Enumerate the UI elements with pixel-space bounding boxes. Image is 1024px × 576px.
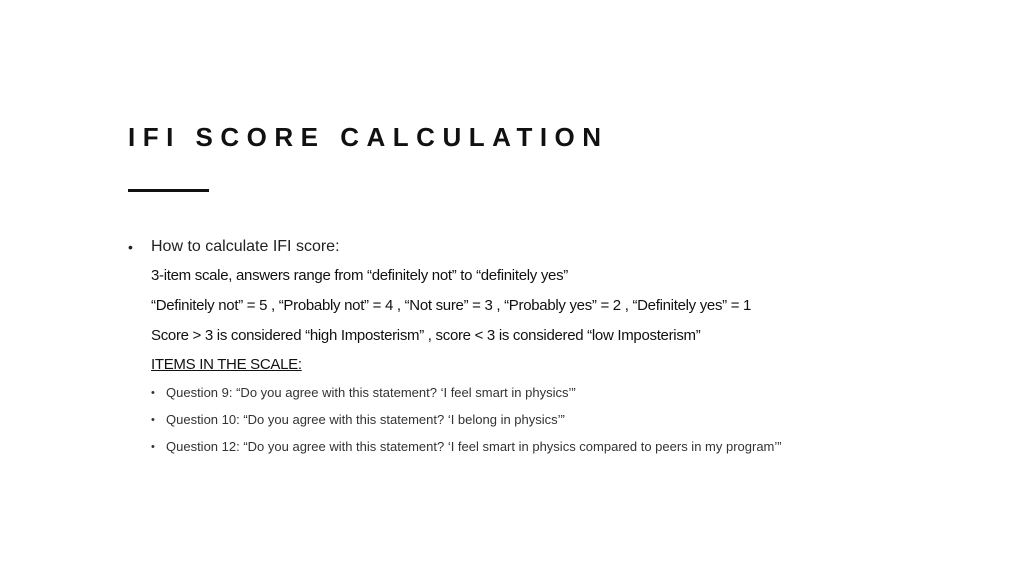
bullet-dot-icon: • (151, 414, 155, 426)
items-list (151, 382, 828, 458)
list-item (151, 436, 806, 458)
slide-title: IFI SCORE CALCULATION (128, 122, 609, 152)
bullet-dot-icon: • (128, 239, 133, 255)
scale-description: 3-item scale, answers range from “definitely not” to “definitely yes” (151, 267, 568, 284)
answer-values: “Definitely not” = 5 , “Probably not” = 4 , “Not sure” = 3 , “Probably yes” = 2 , “Definitely yes” = 1 (151, 297, 752, 314)
score-threshold: Score > 3 is considered “high Imposterism” , score < 3 is considered “low Imposterism” (151, 327, 701, 344)
list-item (151, 409, 806, 431)
item-text: Question 10: “Do you agree with this statement? ‘I belong in physics’” (166, 412, 565, 427)
items-heading: ITEMS IN THE SCALE: (151, 356, 302, 373)
item-text: Question 9: “Do you agree with this statement? ‘I feel smart in physics’” (166, 385, 576, 400)
bullet-dot-icon: • (151, 387, 155, 399)
main-bullet (128, 236, 828, 258)
main-bullet-text: How to calculate IFI score: (151, 238, 340, 255)
list-item (151, 382, 806, 404)
item-text: Question 12: “Do you agree with this statement? ‘I feel smart in physics compared to peers in my program’” (166, 439, 782, 454)
title-underline (128, 189, 209, 192)
slide-body (128, 236, 828, 463)
bullet-dot-icon: • (151, 441, 155, 453)
